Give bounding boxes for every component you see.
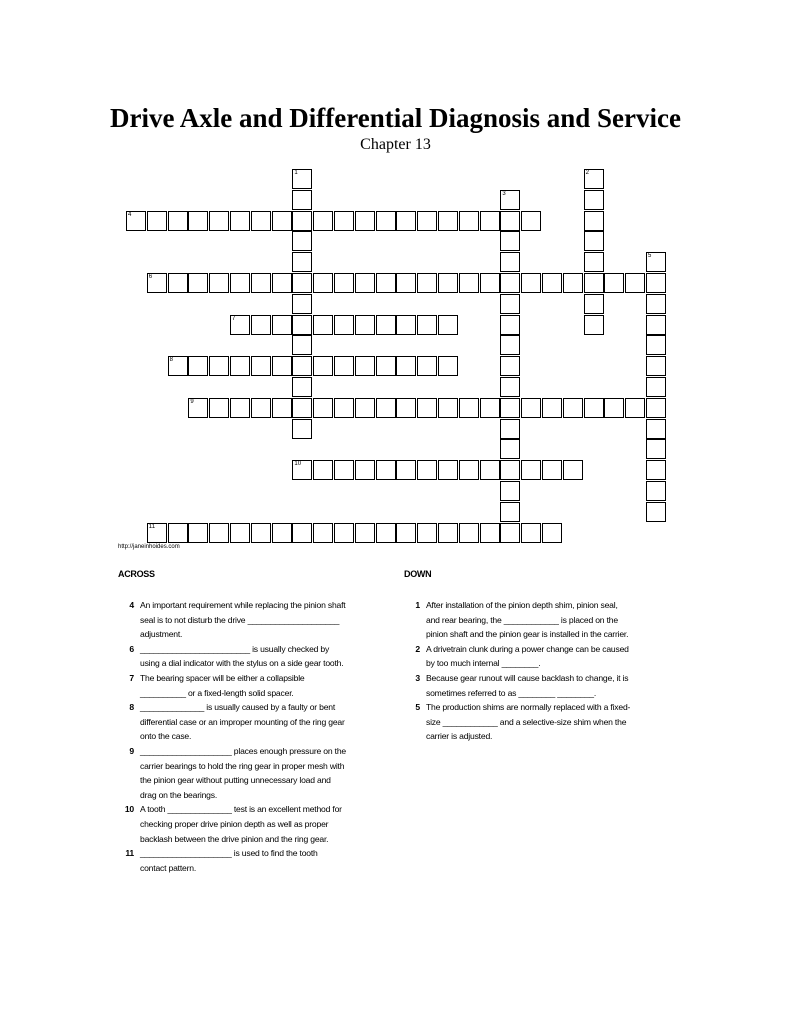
grid-cell[interactable] (272, 273, 292, 293)
clue-text: An important requirement while replacing the pinion shaft seal is to not disturb the drive ____________________ adjustment. (140, 600, 346, 640)
grid-cell[interactable] (584, 294, 604, 314)
grid-cell[interactable] (313, 398, 333, 418)
across-clue (118, 598, 346, 642)
grid-cell[interactable] (230, 273, 250, 293)
clue-number: 6 (129, 643, 134, 654)
grid-cell[interactable] (355, 523, 375, 543)
grid-cell[interactable] (292, 356, 312, 376)
grid-cell[interactable] (584, 211, 604, 231)
cell-number: 11 (148, 523, 156, 530)
clue-text: The production shims are normally replaced with a fixed-size ____________ and a selective-size shim when the carrier is adjusted. (426, 702, 631, 742)
clue-text: After installation of the pinion depth shim, pinion seal, and rear bearing, the ____________ is placed on the pinion shaft and the pinion gear is installed in the carrier. (426, 600, 629, 640)
grid-cell[interactable] (438, 460, 458, 480)
grid-cell[interactable] (251, 356, 271, 376)
grid-cell[interactable] (292, 335, 312, 355)
grid-cell[interactable] (480, 523, 500, 543)
grid-cell[interactable] (272, 523, 292, 543)
grid-cell[interactable] (521, 273, 541, 293)
clue-number: 8 (129, 702, 134, 713)
grid-cell[interactable] (396, 356, 416, 376)
clue-number: 11 (125, 848, 134, 859)
grid-cell[interactable] (313, 211, 333, 231)
grid-cell[interactable] (604, 273, 624, 293)
grid-cell[interactable] (209, 398, 229, 418)
grid-cell[interactable] (251, 211, 271, 231)
down-clue (404, 700, 632, 744)
grid-cell[interactable] (563, 398, 583, 418)
clue-number: 1 (415, 600, 420, 610)
grid-cell[interactable] (355, 356, 375, 376)
grid-cell[interactable] (417, 398, 437, 418)
grid-cell[interactable] (292, 377, 312, 397)
grid-cell[interactable] (438, 523, 458, 543)
grid-cell[interactable] (417, 315, 437, 335)
grid-cell[interactable] (500, 460, 520, 480)
grid-cell[interactable] (500, 439, 520, 459)
grid-cell[interactable] (584, 252, 604, 272)
grid-cell[interactable] (542, 523, 562, 543)
grid-cell[interactable] (230, 523, 250, 543)
grid-cell[interactable] (396, 273, 416, 293)
clue-number: 2 (415, 643, 420, 654)
grid-cell[interactable] (251, 398, 271, 418)
grid-cell[interactable] (334, 460, 354, 480)
clue-text: ____________________ places enough pressure on the carrier bearings to hold the ring gear in proper mesh with the pinion gear without putting unnecessary load and drag on the bearings. (140, 745, 346, 800)
grid-cell[interactable] (292, 252, 312, 272)
across-clue (118, 642, 346, 671)
grid-cell[interactable] (209, 211, 229, 231)
grid-cell[interactable] (500, 211, 520, 231)
grid-cell[interactable] (521, 460, 541, 480)
grid-cell[interactable] (542, 398, 562, 418)
grid-cell[interactable] (500, 419, 520, 439)
cell-number: 10 (294, 461, 302, 468)
grid-cell[interactable] (355, 315, 375, 335)
grid-cell[interactable] (334, 356, 354, 376)
grid-cell[interactable] (480, 398, 500, 418)
grid-cell[interactable] (500, 335, 520, 355)
grid-cell[interactable] (438, 398, 458, 418)
across-heading: ACROSS (118, 569, 155, 579)
grid-cell[interactable] (376, 273, 396, 293)
grid-cell[interactable] (646, 419, 666, 439)
grid-cell[interactable] (438, 211, 458, 231)
grid-cell[interactable] (417, 523, 437, 543)
grid-cell[interactable] (147, 523, 167, 543)
across-clue-list (118, 598, 346, 875)
grid-cell[interactable] (646, 294, 666, 314)
grid-cell[interactable] (500, 356, 520, 376)
grid-cell[interactable] (480, 211, 500, 231)
grid-cell[interactable] (334, 398, 354, 418)
clue-text: ____________________ is used to find the tooth contact pattern. (140, 848, 318, 873)
grid-cell[interactable] (292, 273, 312, 293)
grid-cell[interactable] (188, 273, 208, 293)
across-clue (118, 671, 346, 700)
grid-cell[interactable] (230, 211, 250, 231)
grid-cell[interactable] (272, 211, 292, 231)
grid-cell[interactable] (459, 523, 479, 543)
grid-cell[interactable] (334, 523, 354, 543)
down-clue (404, 671, 632, 700)
grid-cell[interactable] (168, 273, 188, 293)
cell-number: 3 (502, 190, 506, 197)
grid-cell[interactable] (500, 398, 520, 418)
grid-cell[interactable] (438, 315, 458, 335)
grid-cell[interactable] (500, 523, 520, 543)
grid-cell[interactable] (376, 523, 396, 543)
grid-cell[interactable] (292, 419, 312, 439)
across-clue (118, 700, 346, 744)
grid-cell[interactable] (376, 211, 396, 231)
clue-number: 4 (129, 600, 134, 610)
grid-cell[interactable] (188, 523, 208, 543)
grid-cell[interactable] (396, 315, 416, 335)
across-clue (118, 744, 346, 802)
grid-cell[interactable] (500, 273, 520, 293)
grid-cell[interactable] (272, 356, 292, 376)
clue-text: Because gear runout will cause backlash to change, it is sometimes referred to as ________ ________. (426, 672, 629, 698)
cell-number: 1 (294, 170, 298, 176)
clue-text: A drivetrain clunk during a power change can be caused by too much internal ________. (426, 643, 629, 669)
grid-cell[interactable] (292, 523, 312, 543)
grid-cell[interactable] (292, 211, 312, 231)
grid-cell[interactable] (438, 356, 458, 376)
grid-cell[interactable] (646, 315, 666, 335)
grid-cell[interactable] (500, 190, 520, 210)
cell-number: 8 (169, 357, 173, 364)
grid-cell[interactable] (292, 231, 312, 251)
grid-cell[interactable] (584, 190, 604, 210)
across-clue (118, 802, 346, 846)
grid-cell[interactable] (376, 398, 396, 418)
grid-cell[interactable] (376, 460, 396, 480)
grid-cell[interactable] (168, 523, 188, 543)
grid-cell[interactable] (563, 460, 583, 480)
grid-cell[interactable] (396, 460, 416, 480)
grid-cell[interactable] (646, 460, 666, 480)
grid-cell[interactable] (542, 273, 562, 293)
grid-cell[interactable] (188, 211, 208, 231)
grid-cell[interactable] (230, 315, 250, 335)
grid-cell[interactable] (459, 211, 479, 231)
clue-number: 10 (124, 804, 134, 815)
grid-cell[interactable] (230, 356, 250, 376)
clue-text: The bearing spacer will be either a collapsible __________ or a fixed-length solid spacer. (140, 672, 305, 698)
grid-cell[interactable] (459, 398, 479, 418)
grid-cell[interactable] (355, 398, 375, 418)
grid-cell[interactable] (438, 273, 458, 293)
grid-cell[interactable] (584, 231, 604, 251)
grid-cell[interactable] (188, 356, 208, 376)
grid-cell[interactable] (521, 398, 541, 418)
grid-cell[interactable] (480, 273, 500, 293)
grid-cell[interactable] (521, 523, 541, 543)
grid-cell[interactable] (313, 273, 333, 293)
grid-cell[interactable] (188, 398, 208, 418)
puzzle-subtitle: Chapter 13 (360, 136, 431, 153)
down-clue-list (404, 598, 632, 744)
grid-cell[interactable] (396, 211, 416, 231)
grid-cell[interactable] (584, 398, 604, 418)
cell-number: 9 (190, 398, 194, 405)
cell-number: 7 (232, 315, 236, 322)
grid-cell[interactable] (459, 273, 479, 293)
grid-cell[interactable] (459, 460, 479, 480)
grid-cell[interactable] (500, 481, 520, 501)
grid-cell[interactable] (313, 460, 333, 480)
grid-cell[interactable] (646, 439, 666, 459)
cell-number: 5 (648, 253, 652, 260)
grid-cell[interactable] (292, 169, 312, 189)
across-clue (118, 846, 346, 875)
source-url: http://janeinhoides.com (118, 544, 180, 550)
grid-cell[interactable] (147, 273, 167, 293)
grid-cell[interactable] (230, 398, 250, 418)
grid-cell[interactable] (292, 315, 312, 335)
grid-cell[interactable] (376, 356, 396, 376)
grid-cell[interactable] (396, 523, 416, 543)
clue-text: ________________________ is usually checked by using a dial indicator with the stylus on a side gear tooth. (140, 643, 344, 669)
grid-cell[interactable] (584, 315, 604, 335)
grid-cell[interactable] (334, 273, 354, 293)
grid-cell[interactable] (604, 398, 624, 418)
puzzle-title: Drive Axle and Differential Diagnosis and Service (110, 103, 681, 133)
grid-cell[interactable] (147, 211, 167, 231)
grid-cell[interactable] (584, 169, 604, 189)
grid-cell[interactable] (209, 273, 229, 293)
grid-cell[interactable] (396, 398, 416, 418)
down-heading: DOWN (404, 569, 432, 579)
grid-cell[interactable] (292, 398, 312, 418)
grid-cell[interactable] (355, 460, 375, 480)
grid-cell[interactable] (417, 356, 437, 376)
grid-cell[interactable] (625, 398, 645, 418)
clue-text: ______________ is usually caused by a faulty or bent differential case or an improper mounting of the ring gear onto the case. (140, 702, 345, 742)
grid-cell[interactable] (292, 294, 312, 314)
grid-cell[interactable] (500, 252, 520, 272)
grid-cell[interactable] (646, 335, 666, 355)
grid-cell[interactable] (355, 211, 375, 231)
grid-cell[interactable] (168, 211, 188, 231)
grid-cell[interactable] (313, 523, 333, 543)
clue-text: A tooth ______________ test is an excellent method for checking proper drive pinion depth as well as proper backlash between the drive pinion and the ring gear. (140, 804, 342, 844)
grid-cell[interactable] (417, 211, 437, 231)
grid-cell[interactable] (500, 502, 520, 522)
clue-number: 9 (129, 745, 134, 756)
grid-cell[interactable] (355, 273, 375, 293)
grid-cell[interactable] (500, 294, 520, 314)
grid-cell[interactable] (646, 356, 666, 376)
grid-cell[interactable] (272, 398, 292, 418)
grid-cell[interactable] (500, 231, 520, 251)
cell-number: 4 (128, 211, 132, 218)
cell-number: 6 (148, 274, 153, 280)
clue-number: 5 (415, 702, 420, 713)
down-clue (404, 598, 632, 642)
grid-cell[interactable] (334, 315, 354, 335)
grid-cell[interactable] (313, 315, 333, 335)
grid-cell[interactable] (313, 356, 333, 376)
clue-number: 7 (129, 672, 134, 683)
grid-cell[interactable] (417, 460, 437, 480)
grid-cell[interactable] (646, 377, 666, 397)
grid-cell[interactable] (126, 211, 146, 231)
grid-cell[interactable] (646, 273, 666, 293)
grid-cell[interactable] (334, 211, 354, 231)
grid-cell[interactable] (500, 377, 520, 397)
grid-cell[interactable] (563, 273, 583, 293)
grid-cell[interactable] (251, 315, 271, 335)
grid-cell[interactable] (292, 460, 312, 480)
grid-cell[interactable] (480, 460, 500, 480)
grid-cell[interactable] (646, 502, 666, 522)
down-clue (404, 642, 632, 671)
grid-cell[interactable] (584, 273, 604, 293)
grid-cell[interactable] (209, 523, 229, 543)
clue-number: 3 (415, 672, 420, 683)
grid-cell[interactable] (272, 315, 292, 335)
grid-cell[interactable] (417, 273, 437, 293)
grid-cell[interactable] (251, 273, 271, 293)
grid-cell[interactable] (209, 356, 229, 376)
grid-cell[interactable] (646, 481, 666, 501)
grid-cell[interactable] (542, 460, 562, 480)
grid-cell[interactable] (376, 315, 396, 335)
grid-cell[interactable] (625, 273, 645, 293)
grid-cell[interactable] (292, 190, 312, 210)
grid-cell[interactable] (251, 523, 271, 543)
grid-cell[interactable] (646, 252, 666, 272)
grid-cell[interactable] (521, 211, 541, 231)
cell-number: 2 (585, 170, 589, 176)
grid-cell[interactable] (168, 356, 188, 376)
grid-cell[interactable] (646, 398, 666, 418)
grid-cell[interactable] (500, 315, 520, 335)
